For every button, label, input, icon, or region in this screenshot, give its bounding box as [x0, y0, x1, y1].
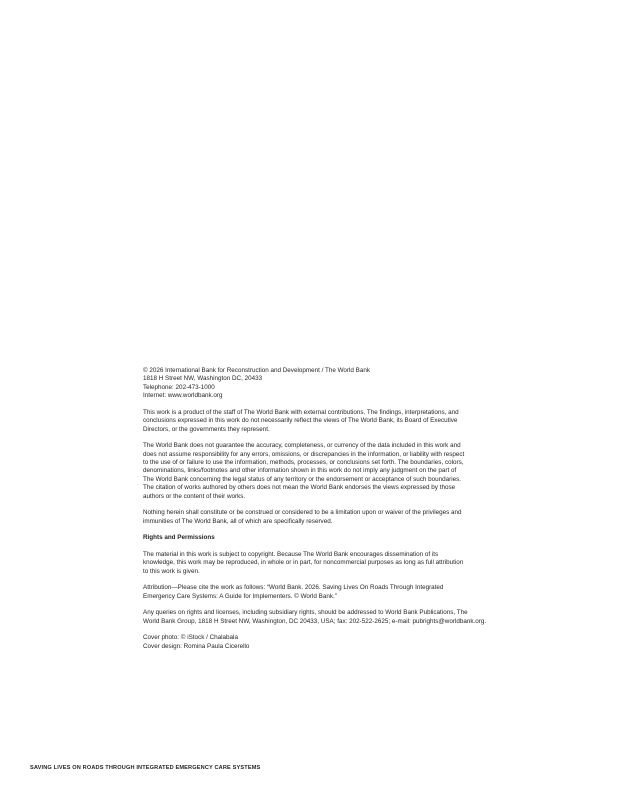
text-line: Emergency Care Systems: A Guide for Implementers. © World Bank.”: [143, 592, 337, 600]
queries-paragraph: [143, 609, 533, 626]
copyright-line: © 2026 International Bank for Reconstruction and Development / The World Bank: [143, 367, 371, 374]
text-line: Directors, or the governments they represent.: [143, 425, 270, 433]
cover-photo-credit: Cover photo: © iStock / Chalabala: [143, 634, 238, 642]
text-line: to this work is given.: [143, 567, 200, 575]
text-line: The World Bank does not guarantee the accuracy, completeness, or currency of the data included in this work and: [143, 442, 461, 450]
text-line: knowledge, this work may be reproduced, in whole or in part, for noncommercial purposes as long as full attribution: [143, 559, 464, 567]
internet-address: Internet: www.worldbank.org: [143, 392, 223, 400]
text-line: conclusions expressed in this work do not necessarily reflect the views of The World Bank, its Board of Executive: [143, 417, 458, 425]
telephone: Telephone: 202-473-1000: [143, 383, 215, 391]
text-line: The material in this work is subject to copyright. Because The World Bank encourages dissemination of its: [143, 550, 439, 558]
disclaimer-accuracy: [143, 442, 533, 501]
rights-heading: Rights and Permissions: [143, 534, 215, 542]
text-line: does not assume responsibility for any errors, omissions, or discrepancies in the information, or liability with respect: [143, 450, 465, 458]
text-line: World Bank Group, 1818 H Street NW, Washington, DC 20433, USA; fax: 202-522-2625; e-mail: pubrights@worldbank.org.: [143, 617, 487, 625]
disclaimer-staff-product: [143, 409, 533, 434]
text-line: Any queries on rights and licenses, including subsidiary rights, should be addressed to World Bank Publications, The: [143, 609, 468, 617]
text-line: denominations, links/footnotes and other information shown in this work do not imply any judgment on the part of: [143, 467, 457, 475]
text-line: to the use of or failure to use the information, methods, processes, or conclusions set forth. The boundaries, colors,: [143, 459, 464, 467]
text-line: authors or the content of their works.: [143, 492, 246, 500]
running-footer: SAVING LIVES ON ROADS THROUGH INTEGRATED EMERGENCY CARE SYSTEMS: [30, 765, 261, 771]
text-line: The World Bank concerning the legal status of any territory or the endorsement or acceptance of such boundaries.: [143, 475, 462, 483]
publisher-address-block: [143, 367, 533, 401]
text-line: The citation of works authored by others does not mean the World Bank endorses the views expressed by those: [143, 484, 456, 492]
text-line: Nothing herein shall constitute or be construed or considered to be a limitation upon or waiver of the privileges and: [143, 509, 462, 517]
street-address: 1818 H Street NW, Washington DC, 20433: [143, 375, 263, 383]
text-line: Attribution—Please cite the work as follows: “World Bank. 2026. Saving Lives On Roads Through Integrated: [143, 584, 444, 592]
copyright-page-content: [143, 367, 533, 659]
cover-design-credit: Cover design: Romina Paula Cicerello: [143, 642, 250, 650]
attribution-paragraph: [143, 584, 533, 601]
rights-copyright-paragraph: [143, 551, 533, 576]
text-line: immunities of The World Bank, all of which are specifically reserved.: [143, 517, 333, 525]
cover-credits: [143, 634, 533, 651]
text-line: This work is a product of the staff of The World Bank with external contributions. The findings, interpretations, and: [143, 408, 459, 416]
disclaimer-immunities: [143, 509, 533, 526]
